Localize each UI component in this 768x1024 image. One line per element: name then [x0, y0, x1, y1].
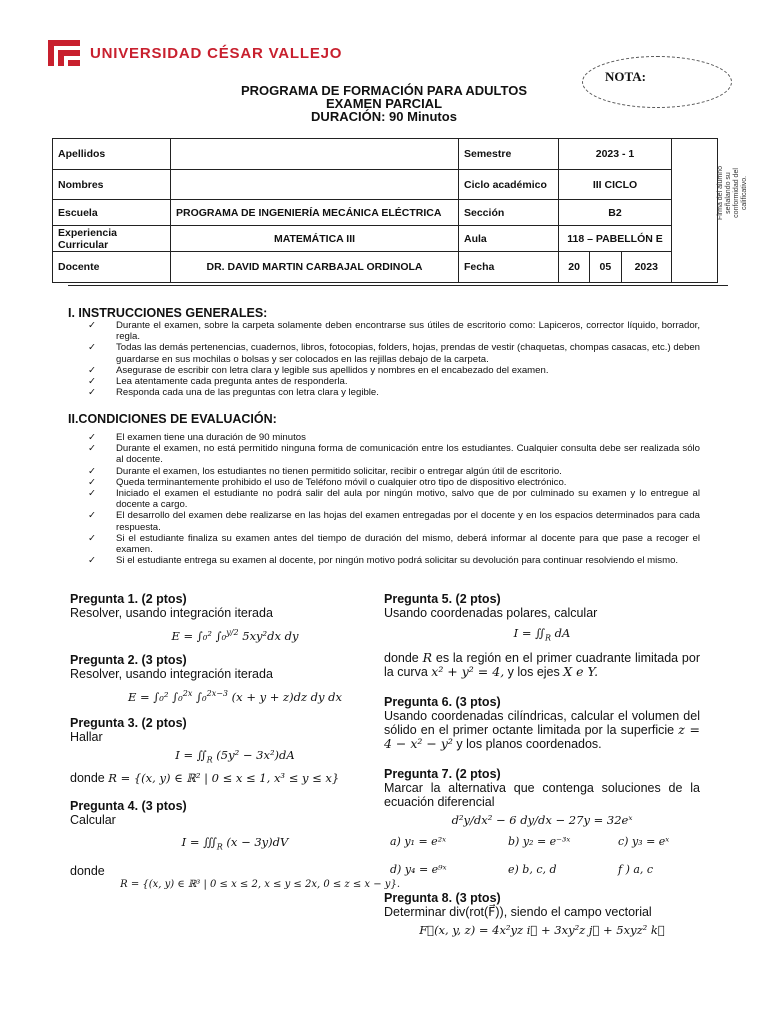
check-icon: ✓ [88, 432, 97, 443]
divider [68, 285, 728, 286]
question-4-title: Pregunta 4. (3 ptos) [70, 798, 187, 813]
signature-box[interactable] [672, 139, 718, 283]
questions-right-column [384, 592, 700, 937]
question-5 [384, 592, 700, 679]
check-icon: ✓ [88, 387, 97, 399]
fecha-mes: 05 [590, 252, 621, 283]
question-7 [384, 767, 700, 877]
question-8-formula: F⃗(x, y, z) = 4x²yz i⃗ + 3xy²z j⃗ + 5xyz² k⃗ [419, 923, 665, 938]
list-item: ✓ Si el estudiante entrega su examen al docente, por ningún motivo podrá solicitar su devolución para continuar resolviendo el mismo. [88, 555, 679, 567]
question-2-formula: E = ∫₀² ∫₀$^{2x}$ ∫₀$^{2x-3}$ (x + y + z)dz dy dx [127, 688, 343, 704]
check-icon: ✓ [88, 510, 97, 522]
question-1-title: Pregunta 1. (2 ptos) [70, 592, 187, 606]
ciclo-value: III CICLO [559, 170, 672, 200]
university-name: UNIVERSIDAD CÉSAR VALLEJO [90, 44, 343, 62]
question-3-text: Hallar [70, 729, 103, 744]
check-icon: ✓ [88, 364, 97, 376]
exam-title: EXAMEN PARCIAL [325, 96, 443, 111]
check-icon: ✓ [88, 555, 97, 567]
program-title: PROGRAMA DE FORMACIÓN PARA ADULTOS [241, 83, 527, 98]
fecha-anio: 2023 [621, 252, 672, 283]
label-nombres: Nombres [53, 170, 171, 200]
question-7-title: Pregunta 7. (2 ptos) [384, 767, 501, 782]
question-2-text: Resolver, usando integración iterada [70, 666, 273, 681]
seccion-value: B2 [559, 200, 672, 226]
question-7-text: Marcar la alternativa que contenga soluciones de la ecuación diferencial [384, 781, 700, 810]
table-row [53, 226, 718, 252]
list-item: ✓ Responda cada una de las preguntas con letra clara y legible. [88, 387, 379, 399]
list-item: ✓ Durante el examen, sobre la carpeta solamente deben encontrarse sus útiles de escritorio como: Lapiceros, corrector líquido, borrador, regla. [88, 320, 700, 343]
label-experiencia: Experiencia Curricular [53, 226, 171, 252]
student-info-table [52, 138, 718, 283]
check-icon: ✓ [88, 376, 97, 388]
list-item: ✓ Asegurase de escribir con letra clara y legible sus apellidos y nombres en el encabezado del examen. [88, 364, 549, 376]
fecha-dia: 20 [559, 252, 590, 283]
conditions-title: II.CONDICIONES DE EVALUACIÓN: [68, 412, 277, 426]
university-logo [46, 38, 342, 68]
question-1 [70, 592, 400, 643]
semestre-value: 2023 - 1 [559, 139, 672, 170]
question-3-where: donde [70, 770, 105, 785]
label-ciclo: Ciclo académico [459, 170, 559, 200]
check-icon: ✓ [88, 342, 97, 354]
exam-header [0, 84, 768, 123]
list-item: ✓ El desarrollo del examen debe realizarse en las hojas del examen entregadas por el docente y en los espacios determinados para cada respuesta. [88, 510, 700, 533]
question-4 [70, 799, 400, 892]
question-8-title: Pregunta 8. (3 ptos) [384, 891, 501, 906]
escuela-value: PROGRAMA DE INGENIERÍA MECÁNICA ELÉCTRICA [171, 200, 459, 226]
check-icon: ✓ [88, 488, 97, 500]
question-5-formula: $I = ∬_R$ dA [513, 626, 571, 643]
nombres-field[interactable] [171, 170, 459, 200]
label-escuela: Escuela [53, 200, 171, 226]
question-6-title: Pregunta 6. (3 ptos) [384, 695, 501, 710]
question-2 [70, 653, 400, 704]
table-row [53, 252, 718, 283]
label-apellidos: Apellidos [53, 139, 171, 170]
option-b[interactable]: b) y₂ = e⁻³ˣ [508, 835, 571, 849]
question-3-region-set: R = {(x, y) ∈ ℝ² | 0 ≤ x ≤ 1, x³ ≤ y ≤ x} [108, 770, 340, 785]
question-4-where: donde [70, 864, 105, 879]
table-row [53, 200, 718, 226]
label-aula: Aula [459, 226, 559, 252]
label-seccion: Sección [459, 200, 559, 226]
conditions-list [88, 432, 700, 566]
question-1-text: Resolver, usando integración iterada [70, 606, 273, 620]
label-semestre: Semestre [459, 139, 559, 170]
question-7-equation: d²y/dx² − 6 dy/dx − 27y = 32eˣ [451, 813, 633, 828]
label-fecha: Fecha [459, 252, 559, 283]
question-3-region [70, 771, 400, 785]
option-f[interactable]: f ) a, c [618, 863, 654, 877]
list-item: ✓ Durante el examen, no está permitido ninguna forma de comunicación entre los estudiantes. Cualquier consulta debe ser realizada sólo al docente. [88, 443, 700, 466]
docente-value: DR. DAVID MARTIN CARBAJAL ORDINOLA [171, 252, 459, 283]
experiencia-value: MATEMÁTICA III [171, 226, 459, 252]
question-1-formula: E = ∫₀² ∫₀$^{y/2}$ 5xy²dx dy [171, 628, 299, 643]
question-5-description: donde R es la región en el primer cuadrante limitada por la curva x² + y² = 4, y los ejes X e Y. [384, 650, 700, 680]
aula-value: 118 – PABELLÓN E [559, 226, 672, 252]
duration-title: DURACIÓN: 90 Minutos [311, 109, 457, 124]
list-item: ✓ Todas las demás pertenencias, cuadernos, libros, fotocopias, folders, hojas, prendas de vestir (chaquetas, chompas casacas, etc.) deben guardarse en sus mochilas o bolsas y ser colocados en las rejillas debajo de la carpeta. [88, 342, 700, 365]
question-8 [384, 891, 700, 937]
question-5-title: Pregunta 5. (2 ptos) [384, 592, 501, 606]
list-item: ✓ Iniciado el examen el estudiante no podrá salir del aula por ningún motivo, salvo que de por culminado su examen y lo entregue al docente a cargo. [88, 488, 700, 511]
list-item: ✓ Lea atentamente cada pregunta antes de responderla. [88, 376, 348, 388]
question-5-text: Usando coordenadas polares, calcular [384, 606, 598, 620]
question-7-options [390, 835, 700, 877]
list-item: ✓ Queda terminantemente prohibido el uso de Teléfono móvil o cualquier otro tipo de dispositivo electrónico. [88, 476, 567, 488]
option-d[interactable]: d) y₄ = e⁹ˣ [390, 863, 447, 877]
question-3 [70, 716, 400, 785]
table-row [53, 139, 718, 170]
option-e[interactable]: e) b, c, d [508, 863, 557, 877]
check-icon: ✓ [88, 476, 97, 488]
question-8-text: Determinar div(rot(F⃗)), siendo el campo vectorial [384, 905, 652, 920]
question-3-formula: $I = ∬_R$ (5y² − 3x²)dA [175, 747, 295, 764]
list-item: ✓ El examen tiene una duración de 90 minutos [88, 432, 306, 443]
grade-label: NOTA: [605, 69, 646, 84]
label-docente: Docente [53, 252, 171, 283]
list-item: ✓ Durante el examen, los estudiantes no tienen permitido solicitar, recibir o entregar algún útil de escritorio. [88, 465, 562, 477]
option-c[interactable]: c) y₃ = eˣ [618, 835, 670, 849]
instructions-list [88, 320, 700, 398]
question-6 [384, 695, 700, 751]
apellidos-field[interactable] [171, 139, 459, 170]
question-4-formula: $I = ∭_R$ (x − 3y)dV [181, 834, 289, 852]
question-4-text: Calcular [70, 812, 116, 827]
question-4-region: R = {(x, y) ∈ ℝ³ | 0 ≤ x ≤ 2, x ≤ y ≤ 2x, 0 ≤ z ≤ x − y}. [120, 879, 400, 891]
check-icon: ✓ [88, 320, 97, 331]
university-shield-icon [46, 38, 82, 68]
check-icon: ✓ [88, 532, 97, 544]
option-a[interactable]: a) y₁ = e²ˣ [390, 835, 447, 849]
signature-note: Firma del alumno señalando su conformidad del calificativo. [717, 165, 748, 221]
question-2-title: Pregunta 2. (3 ptos) [70, 652, 187, 667]
instructions-title: I. INSTRUCCIONES GENERALES: [68, 306, 268, 320]
question-3-title: Pregunta 3. (2 ptos) [70, 715, 187, 730]
check-icon: ✓ [88, 443, 97, 455]
table-row [53, 170, 718, 200]
questions-left-column [70, 592, 400, 892]
check-icon: ✓ [88, 465, 97, 477]
list-item: ✓ Si el estudiante finaliza su examen antes del tiempo de duración del mismo, deberá informar al docente para que pase a recoger el examen. [88, 532, 700, 556]
question-6-text: Usando coordenadas cilíndricas, calcular el volumen del sólido en el primer octante limitada por la superficie z = 4 − x² − y² y los planos coordenados. [384, 709, 700, 752]
